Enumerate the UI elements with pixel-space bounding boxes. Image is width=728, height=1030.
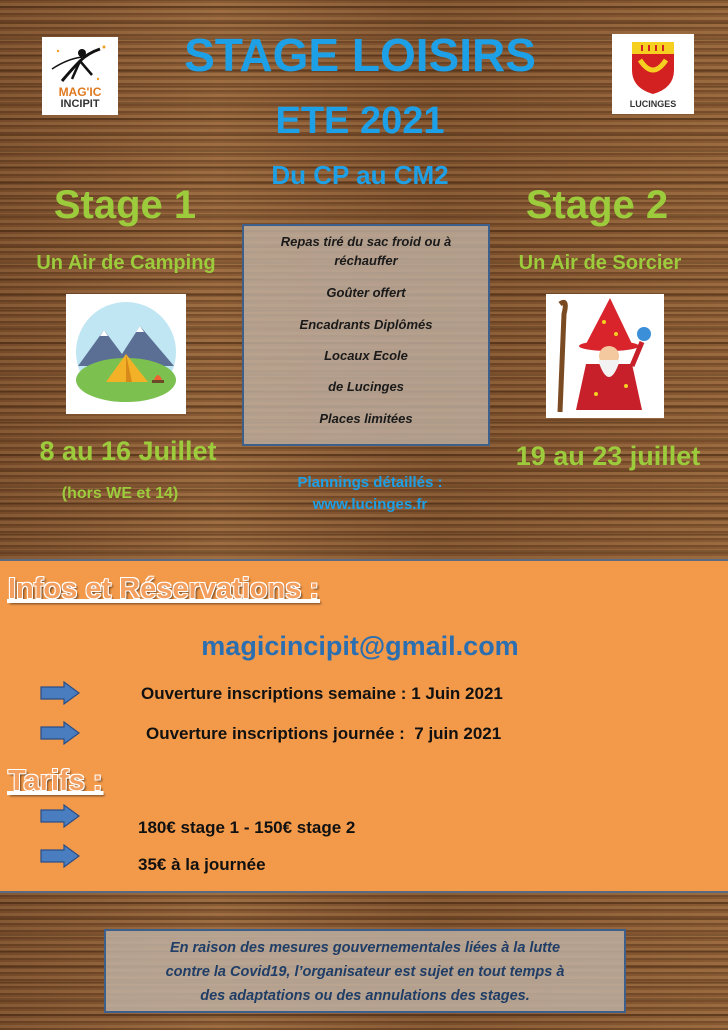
stage2-image xyxy=(546,294,664,418)
info-line: Locaux Ecole xyxy=(324,348,408,363)
info-line: réchauffer xyxy=(334,253,398,268)
tarif-stage: 180€ stage 1 - 150€ stage 2 xyxy=(138,818,356,837)
stage2-theme: Un Air de Sorcier xyxy=(518,252,682,274)
stage1-note: (hors WE et 14) xyxy=(61,485,179,502)
info-panel xyxy=(0,559,728,893)
covid-notice xyxy=(104,929,626,1013)
tarifs-heading: Tarifs : xyxy=(8,765,103,797)
page-title: STAGE LOISIRS xyxy=(184,29,536,81)
planning-label: Plannings détaillés : xyxy=(297,474,443,491)
registration-week: Ouverture inscriptions semaine : 1 Juin 2021 xyxy=(141,684,503,703)
stage2-dates: 19 au 23 juillet xyxy=(515,441,701,471)
info-box xyxy=(242,224,490,446)
info-line: Repas tiré du sac froid ou à xyxy=(280,234,452,249)
infos-heading: Infos et Réservations : xyxy=(8,573,320,605)
registration-day: Ouverture inscriptions journée : 7 juin 2021 xyxy=(146,724,502,743)
stage1-theme: Un Air de Camping xyxy=(36,252,216,274)
magic-incipit-logo xyxy=(42,37,118,115)
lucinges-logo xyxy=(612,34,694,114)
dancer-icon xyxy=(42,39,118,89)
lucinges-shield-icon xyxy=(612,36,694,98)
planning-link[interactable]: www.lucinges.fr xyxy=(312,496,428,513)
stage1-title: Stage 1 xyxy=(53,183,197,227)
tarif-day: 35€ à la journée xyxy=(138,855,266,874)
logo-text-line2: INCIPIT xyxy=(60,98,100,110)
notice-line: contre la Covid19, l’organisateur est sujet en tout temps à xyxy=(165,964,565,980)
info-line: Encadrants Diplômés xyxy=(299,317,433,332)
arrow-right-icon xyxy=(40,844,80,868)
notice-line: des adaptations ou des annulations des stages. xyxy=(200,988,530,1004)
arrow-right-icon xyxy=(40,804,80,828)
logo-text-line1: MAG'IC xyxy=(58,85,102,99)
lucinges-logo-text: LUCINGES xyxy=(629,99,677,109)
camping-tent-icon xyxy=(66,294,186,414)
notice-line: En raison des mesures gouvernementales liées à la lutte xyxy=(169,940,561,956)
wizard-icon xyxy=(546,294,664,418)
arrow-right-icon xyxy=(40,681,80,705)
stage1-image xyxy=(66,294,186,414)
info-line: Places limitées xyxy=(319,411,413,426)
stage2-title: Stage 2 xyxy=(525,183,669,227)
info-line: de Lucinges xyxy=(328,379,404,394)
info-line: Goûter offert xyxy=(326,285,406,300)
arrow-right-icon xyxy=(40,721,80,745)
stage1-dates: 8 au 16 Juillet xyxy=(39,436,217,466)
level-label: Du CP au CM2 xyxy=(271,160,449,190)
contact-email[interactable]: magicincipit@gmail.com xyxy=(201,631,519,661)
page-subtitle: ETE 2021 xyxy=(275,100,445,142)
